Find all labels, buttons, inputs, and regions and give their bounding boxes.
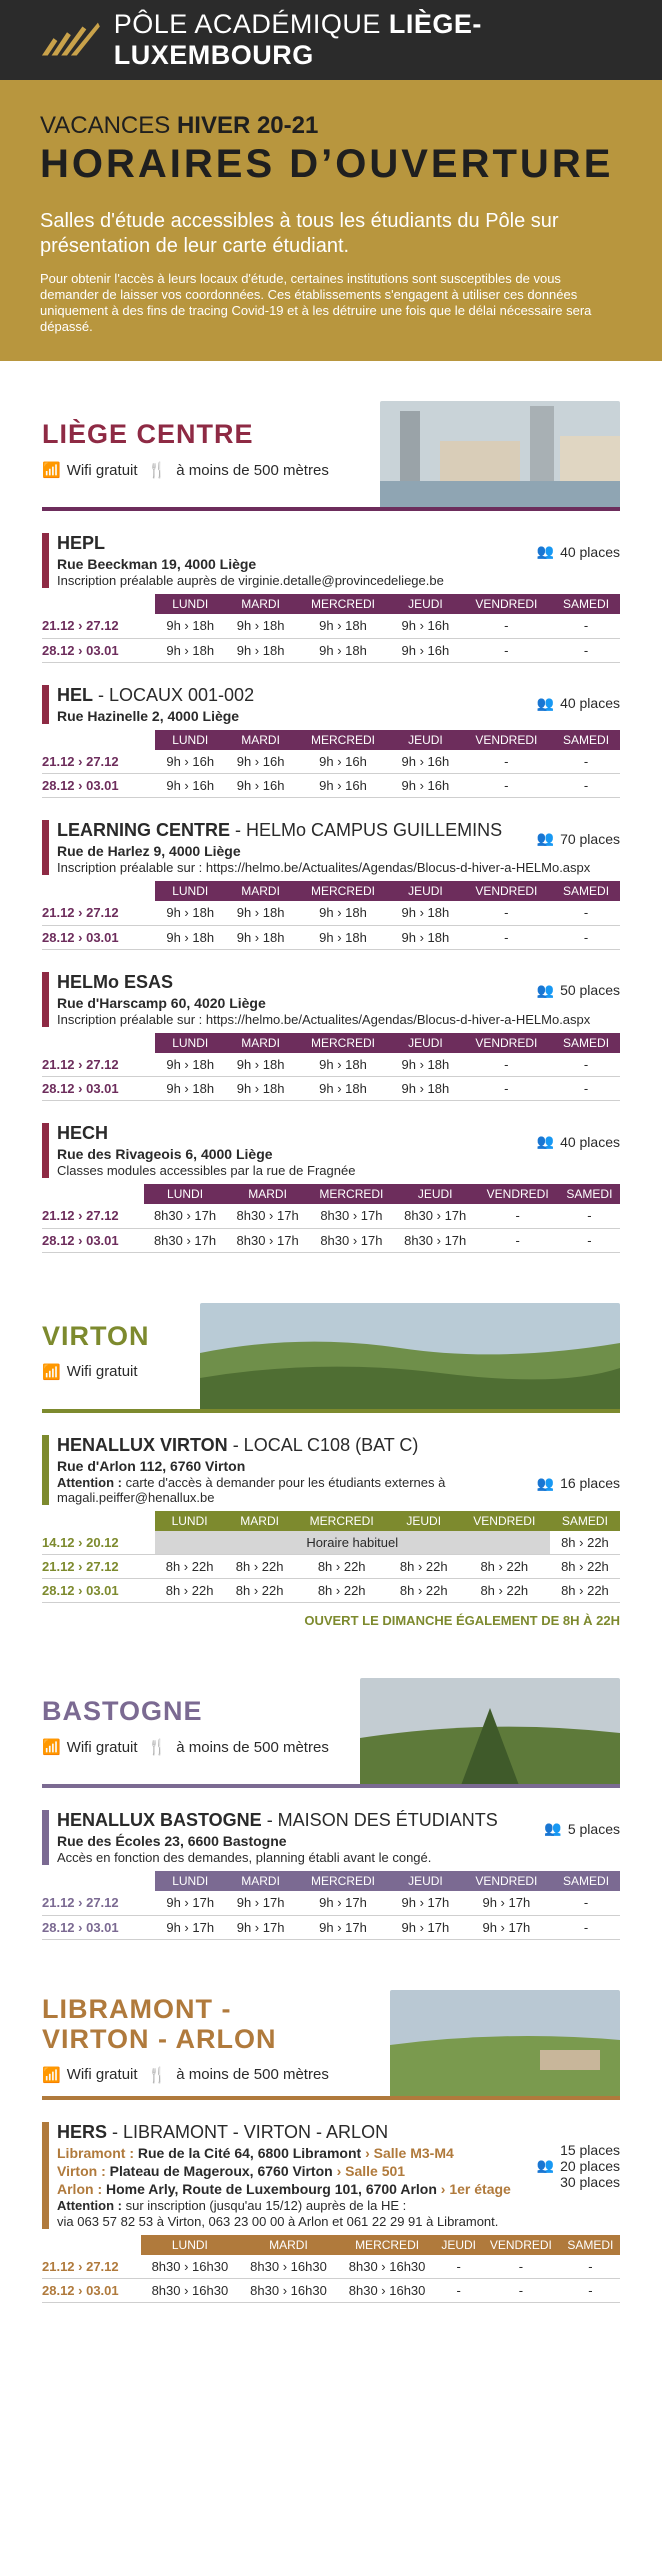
venue-name: HECH: [57, 1123, 109, 1143]
schedule-header-row: [42, 594, 620, 614]
day-header: VENDREDI: [481, 2235, 561, 2255]
region-bastogne-title: BASTOGNE: [42, 1696, 203, 1726]
hours-cell: 8h30 › 16h30: [338, 2279, 437, 2303]
hours-cell: 8h30 › 16h30: [141, 2255, 240, 2279]
day-header: MERCREDI: [296, 881, 390, 901]
venue-places: 👥 40 places: [536, 1133, 620, 1150]
liege-city-photo: [380, 401, 620, 511]
day-header: MARDI: [239, 2235, 338, 2255]
hours-cell: -: [552, 1053, 620, 1077]
people-icon: 👥: [536, 694, 555, 711]
day-header: MERCREDI: [296, 730, 390, 750]
venue-name: HERS - LIBRAMONT - VIRTON - ARLON: [57, 2121, 389, 2142]
hours-cell: 9h › 18h: [296, 925, 390, 949]
hours-cell: -: [481, 2255, 561, 2279]
restaurant-icon: 🍴: [147, 1739, 167, 1756]
venue-address: Rue d'Arlon 112, 6760 Virton: [57, 1457, 246, 1474]
day-header: VENDREDI: [476, 1184, 558, 1204]
hours-cell: 9h › 18h: [155, 925, 225, 949]
wifi-icon: 📶: [42, 462, 61, 479]
day-header: LUNDI: [155, 881, 225, 901]
region-bastogne-amenities: 📶 Wifi gratuit 🍴 à moins de 500 mètres: [42, 1738, 329, 1756]
region-liege-title: LIÈGE CENTRE: [42, 419, 254, 449]
hours-cell: -: [461, 1077, 552, 1101]
region-virton-rule: [42, 1409, 620, 1413]
restaurant-icon: 🍴: [147, 462, 167, 479]
day-header: LUNDI: [155, 730, 225, 750]
hours-cell: 9h › 17h: [296, 1891, 390, 1915]
day-header: JEUDI: [389, 1511, 459, 1531]
venue-address: Rue de Harlez 9, 4000 Liège: [57, 843, 241, 859]
region-virton: [42, 1303, 620, 1629]
hours-cell: -: [461, 774, 552, 798]
day-header: JEUDI: [394, 1184, 477, 1204]
hours-cell: -: [552, 638, 620, 662]
hours-cell: 9h › 16h: [390, 614, 460, 638]
venue-name: HENALLUX VIRTON - LOCAL C108 (BAT C): [57, 1434, 419, 1455]
hours-cell: 9h › 18h: [296, 638, 390, 662]
hours-cell: 9h › 16h: [296, 750, 390, 774]
bastogne-landscape-photo: [360, 1678, 620, 1788]
venue-address: Rue d'Harscamp 60, 4020 Liège: [57, 994, 266, 1011]
day-header: MARDI: [225, 1033, 295, 1053]
hours-cell: -: [559, 1228, 620, 1252]
day-header: JEUDI: [390, 730, 460, 750]
hours-cell: 8h › 22h: [295, 1555, 389, 1579]
hours-cell: 8h30 › 17h: [309, 1228, 394, 1252]
day-header: SAMEDI: [550, 1511, 620, 1531]
logo-icon: [40, 22, 102, 58]
region-libramont-header: [42, 1990, 620, 2100]
schedule-table: [42, 1184, 620, 1253]
hours-cell: -: [561, 2255, 620, 2279]
people-icon: 👥: [536, 2157, 555, 2173]
venue-name: HEL - LOCAUX 001-002: [57, 684, 255, 705]
hours-cell: 8h30 › 17h: [144, 1228, 227, 1252]
schedule-row: [42, 1891, 620, 1915]
schedule-header-row: [42, 1511, 620, 1531]
hours-cell: 9h › 16h: [296, 774, 390, 798]
people-icon: 👥: [536, 543, 555, 559]
venue-address-virton: Virton : Plateau de Mageroux, 6760 Virton › Salle 501: [57, 2162, 406, 2179]
people-icon: 👥: [544, 1820, 562, 1836]
venue-helmo-esas: [42, 972, 620, 1102]
hours-cell: 8h30 › 17h: [309, 1204, 394, 1228]
hours-cell: -: [476, 1204, 558, 1228]
day-header: MERCREDI: [296, 1871, 390, 1891]
region-libramont: [42, 1990, 620, 2304]
schedule-row: [42, 1228, 620, 1252]
date-range: 21.12 › 27.12: [42, 2255, 141, 2279]
day-header: SAMEDI: [552, 881, 620, 901]
schedule-table: [42, 2235, 620, 2304]
day-header: MARDI: [225, 1871, 295, 1891]
region-liege-header: [42, 401, 620, 511]
day-header: MERCREDI: [296, 1033, 390, 1053]
hours-cell: -: [481, 2279, 561, 2303]
day-header: VENDREDI: [461, 730, 552, 750]
hours-cell: 9h › 18h: [296, 1053, 390, 1077]
hours-cell: 9h › 17h: [155, 1891, 225, 1915]
hours-cell: 9h › 18h: [296, 901, 390, 925]
venue-address: Rue Hazinelle 2, 4000 Liège: [57, 707, 240, 724]
venue-places: 👥 70 places: [536, 830, 620, 847]
schedule-header-row: [42, 1184, 620, 1204]
hours-cell: 9h › 16h: [390, 750, 460, 774]
day-header: SAMEDI: [561, 2235, 620, 2255]
day-header: MARDI: [225, 730, 295, 750]
hours-cell: 8h › 22h: [459, 1555, 550, 1579]
hours-cell: -: [461, 925, 552, 949]
hours-cell: 9h › 18h: [155, 1053, 225, 1077]
day-header: LUNDI: [155, 1511, 225, 1531]
day-header: SAMEDI: [552, 1033, 620, 1053]
hours-cell: -: [552, 901, 620, 925]
hero-kicker: VACANCES HIVER 20-21: [40, 112, 319, 139]
day-header: VENDREDI: [461, 1033, 552, 1053]
venue-hech: [42, 1123, 620, 1253]
day-header: SAMEDI: [559, 1184, 620, 1204]
hours-cell: 8h30 › 17h: [144, 1204, 227, 1228]
region-virton-header: [42, 1303, 620, 1413]
date-range: 28.12 › 03.01: [42, 638, 155, 662]
day-header: LUNDI: [155, 594, 225, 614]
hours-cell: 8h › 22h: [550, 1555, 620, 1579]
hours-cell: 9h › 16h: [155, 750, 225, 774]
schedule-table: [42, 1871, 620, 1940]
schedule-header-row: [42, 1033, 620, 1053]
venue-hepl: [42, 533, 620, 663]
day-header: LUNDI: [141, 2235, 240, 2255]
hours-cell: 9h › 16h: [225, 774, 295, 798]
hours-cell: 9h › 17h: [155, 1915, 225, 1939]
date-range: 28.12 › 03.01: [42, 2279, 141, 2303]
region-libramont-rule: [42, 2096, 620, 2100]
region-virton-title: VIRTON: [42, 1321, 180, 1352]
schedule-header-row: [42, 730, 620, 750]
day-header: LUNDI: [155, 1871, 225, 1891]
brand-title: PÔLE ACADÉMIQUE LIÈGE-LUXEMBOURG: [113, 9, 482, 70]
hours-cell: 8h30 › 16h30: [239, 2255, 338, 2279]
hours-cell: 8h30 › 17h: [226, 1228, 309, 1252]
day-header: JEUDI: [390, 1033, 460, 1053]
venue-note: Inscription préalable sur : https://helmo.be/Actualites/Agendas/Blocus-d-hiver-a-HELMo.aspx: [57, 1011, 591, 1027]
date-range: 28.12 › 03.01: [42, 1579, 155, 1603]
hours-cell: 9h › 18h: [390, 925, 460, 949]
hours-cell: 8h30 › 17h: [394, 1228, 477, 1252]
venue-hel: [42, 685, 620, 799]
day-header: MARDI: [225, 881, 295, 901]
schedule-row: 14.12 › 20.12 Horaire habituel 8h › 22h: [42, 1531, 620, 1555]
day-header: SAMEDI: [552, 730, 620, 750]
hours-cell: 9h › 18h: [225, 901, 295, 925]
schedule-row: [42, 614, 620, 638]
venue-address: Rue des Écoles 23, 6600 Bastogne: [57, 1833, 287, 1849]
venue-name: HEPL: [57, 533, 106, 553]
schedule-row: [42, 901, 620, 925]
hours-cell: 8h › 22h: [295, 1579, 389, 1603]
venue-henallux-bastogne: [42, 1810, 620, 1940]
hours-cell: 9h › 16h: [390, 774, 460, 798]
hours-cell: -: [461, 750, 552, 774]
region-libramont-amenities: 📶 Wifi gratuit 🍴 à moins de 500 mètres: [42, 2066, 329, 2084]
schedule-table: [42, 1511, 620, 1604]
hours-cell: 9h › 17h: [225, 1915, 295, 1939]
schedule-header-row: [42, 2235, 620, 2255]
venue-places: 👥 40 places: [536, 694, 620, 711]
venue-places: 👥 5 places: [544, 1820, 620, 1837]
day-header: VENDREDI: [461, 594, 552, 614]
hours-cell: -: [461, 614, 552, 638]
schedule-row: [42, 925, 620, 949]
venue-places: 👥 16 places: [536, 1474, 620, 1491]
day-header: MERCREDI: [338, 2235, 437, 2255]
day-header: SAMEDI: [552, 1871, 620, 1891]
day-header: VENDREDI: [461, 881, 552, 901]
hours-cell: 9h › 16h: [225, 750, 295, 774]
hours-cell: 8h › 22h: [225, 1555, 295, 1579]
day-header: MERCREDI: [295, 1511, 389, 1531]
venue-note: Attention : sur inscription (jusqu'au 15/12) auprès de la HE :: [57, 2197, 407, 2213]
schedule-row: [42, 750, 620, 774]
date-range: 21.12 › 27.12: [42, 901, 155, 925]
region-liege: [42, 401, 620, 1253]
hours-cell: 9h › 18h: [296, 614, 390, 638]
hours-cell: -: [436, 2279, 481, 2303]
hours-cell: 9h › 17h: [461, 1891, 552, 1915]
day-header: JEUDI: [390, 594, 460, 614]
venue-name: HELMo ESAS: [57, 971, 174, 992]
virton-landscape-photo: [200, 1303, 620, 1413]
day-header: MARDI: [226, 1184, 309, 1204]
hours-cell: 9h › 18h: [390, 1077, 460, 1101]
hours-cell: 9h › 18h: [390, 1053, 460, 1077]
people-icon: 👥: [536, 1474, 555, 1491]
day-header: JEUDI: [390, 881, 460, 901]
venue-learning-centre: [42, 820, 620, 950]
day-header: JEUDI: [390, 1871, 460, 1891]
venue-note: Inscription préalable auprès de virginie.detalle@provincedeliege.be: [57, 573, 444, 588]
venue-note: Inscription préalable sur : https://helmo.be/Actualites/Agendas/Blocus-d-hiver-a-HELMo.aspx: [57, 860, 591, 875]
venue-hers: [42, 2122, 620, 2304]
hours-cell: -: [552, 925, 620, 949]
day-header: MERCREDI: [309, 1184, 394, 1204]
schedule-row: [42, 1915, 620, 1939]
hours-cell: 9h › 18h: [390, 901, 460, 925]
venue-address: Rue des Rivageois 6, 4000 Liège: [57, 1146, 273, 1162]
hours-cell: 8h30 › 16h30: [141, 2279, 240, 2303]
schedule-row: [42, 1579, 620, 1603]
schedule-row: [42, 1204, 620, 1228]
venue-name: HENALLUX BASTOGNE - MAISON DES ÉTUDIANTS: [57, 1810, 498, 1830]
hours-cell: -: [561, 2279, 620, 2303]
hours-cell: 9h › 18h: [155, 638, 225, 662]
hours-cell: -: [552, 750, 620, 774]
hours-cell: 9h › 17h: [225, 1891, 295, 1915]
schedule-row: [42, 774, 620, 798]
hours-cell: -: [461, 901, 552, 925]
hours-cell: 9h › 17h: [390, 1915, 460, 1939]
hours-cell: 8h › 22h: [225, 1579, 295, 1603]
hours-cell: 8h › 22h: [550, 1579, 620, 1603]
hours-cell: 9h › 18h: [155, 1077, 225, 1101]
schedule-row: [42, 2279, 620, 2303]
hours-cell: 9h › 17h: [461, 1915, 552, 1939]
schedule-row: [42, 1077, 620, 1101]
schedule-table: [42, 594, 620, 663]
venue-note: Attention : carte d'accès à demander pour les étudiants externes à magali.peiffer@henallux.be: [57, 1474, 446, 1505]
region-bastogne: [42, 1678, 620, 1940]
venue-address-libramont: Libramont : Rue de la Cité 64, 6800 Libramont › Salle M3-M4: [57, 2144, 454, 2161]
day-header: MARDI: [225, 594, 295, 614]
hours-cell: -: [552, 1891, 620, 1915]
day-header: VENDREDI: [461, 1871, 552, 1891]
date-range: 21.12 › 27.12: [42, 1053, 155, 1077]
date-range: 21.12 › 27.12: [42, 1555, 155, 1579]
hero-intro: Salles d'étude accessibles à tous les étudiants du Pôle sur présentation de leur carte étudiant.: [40, 210, 559, 257]
people-icon: 👥: [536, 981, 555, 998]
hours-cell: -: [552, 614, 620, 638]
venue-address: Rue Beeckman 19, 4000 Liège: [57, 556, 257, 572]
hours-cell: 8h › 22h: [155, 1579, 225, 1603]
hours-cell: 9h › 18h: [155, 901, 225, 925]
hours-cell: 9h › 18h: [225, 925, 295, 949]
hours-cell: -: [559, 1204, 620, 1228]
region-bastogne-rule: [42, 1784, 620, 1788]
schedule-header-row: [42, 1871, 620, 1891]
hours-cell: 8h › 22h: [389, 1579, 459, 1603]
schedule-table: [42, 881, 620, 950]
schedule-header-row: [42, 881, 620, 901]
date-range: 28.12 › 03.01: [42, 1228, 144, 1252]
schedule-row: [42, 2255, 620, 2279]
region-liege-rule: [42, 507, 620, 511]
hours-cell: 9h › 18h: [225, 638, 295, 662]
hours-cell: 8h › 22h: [459, 1579, 550, 1603]
people-icon: 👥: [536, 1133, 555, 1149]
schedule-table: [42, 1033, 620, 1102]
hours-cell: 9h › 17h: [296, 1915, 390, 1939]
wifi-icon: 📶: [42, 2066, 61, 2084]
date-range: 21.12 › 27.12: [42, 750, 155, 774]
hours-cell: 9h › 16h: [390, 638, 460, 662]
hours-cell: -: [552, 1077, 620, 1101]
hours-cell: -: [461, 638, 552, 662]
venue-places: 👥 50 places: [536, 981, 620, 998]
venue-note: Accès en fonction des demandes, planning établi avant le congé.: [57, 1850, 432, 1865]
hours-cell: 9h › 18h: [296, 1077, 390, 1101]
day-header: VENDREDI: [459, 1511, 550, 1531]
sunday-note: OUVERT LE DIMANCHE ÉGALEMENT DE 8H À 22H: [304, 1613, 620, 1628]
top-bar: [0, 0, 662, 80]
schedule-row: [42, 1555, 620, 1579]
date-range: 21.12 › 27.12: [42, 1891, 155, 1915]
wifi-icon: 📶: [42, 1739, 61, 1756]
schedule-row: [42, 638, 620, 662]
hours-cell: -: [476, 1228, 558, 1252]
hours-cell: 8h › 22h: [389, 1555, 459, 1579]
region-virton-amenities: 📶 Wifi gratuit: [42, 1363, 168, 1381]
hero-privacy-note: Pour obtenir l'accès à leurs locaux d'étude, certaines institutions sont susceptibles de vous demander de laisser vos coordonnées. Ces établissements s'engagent à utiliser ces données uniquement à des fins de tracing Covid-19 et à les détruire une fois que le délai nécessaire sera dépassé.: [40, 271, 592, 334]
restaurant-icon: 🍴: [147, 2066, 167, 2084]
people-icon: 👥: [536, 830, 555, 846]
region-libramont-title: LIBRAMONT - VIRTON - ARLON: [42, 1993, 277, 2054]
hours-cell: -: [461, 1053, 552, 1077]
date-range: 28.12 › 03.01: [42, 925, 155, 949]
hours-cell: 8h30 › 17h: [394, 1204, 477, 1228]
hours-cell: -: [436, 2255, 481, 2279]
date-range: 28.12 › 03.01: [42, 774, 155, 798]
page-title: HORAIRES D’OUVERTURE: [40, 142, 614, 186]
day-header: MERCREDI: [296, 594, 390, 614]
venue-note: Classes modules accessibles par la rue de Fragnée: [57, 1163, 356, 1178]
day-header: JEUDI: [436, 2235, 481, 2255]
libramont-landscape-photo: [390, 1990, 620, 2100]
hours-cell: 8h30 › 17h: [226, 1204, 309, 1228]
day-header: MARDI: [225, 1511, 295, 1531]
venue-places: 👥 40 places: [536, 543, 620, 560]
day-header: SAMEDI: [552, 594, 620, 614]
date-range: 28.12 › 03.01: [42, 1077, 155, 1101]
hours-cell: 9h › 17h: [390, 1891, 460, 1915]
hours-cell: 9h › 18h: [155, 614, 225, 638]
schedule-row: [42, 1053, 620, 1077]
hours-cell: 9h › 18h: [225, 1077, 295, 1101]
venue-address-arlon: Arlon : Home Arly, Route de Luxembourg 101, 6700 Arlon › 1er étage: [57, 2180, 511, 2197]
date-range: 28.12 › 03.01: [42, 1915, 155, 1939]
hours-cell: 8h30 › 16h30: [239, 2279, 338, 2303]
date-range: 21.12 › 27.12: [42, 1204, 144, 1228]
day-header: LUNDI: [144, 1184, 227, 1204]
day-header: LUNDI: [155, 1033, 225, 1053]
hours-cell: 8h › 22h: [155, 1555, 225, 1579]
venue-henallux-virton: [42, 1435, 620, 1629]
region-liege-amenities: 📶 Wifi gratuit 🍴 à moins de 500 mètres: [42, 461, 329, 479]
hours-cell: 8h30 › 16h30: [338, 2255, 437, 2279]
schedule-table: [42, 730, 620, 799]
hours-cell: -: [552, 1915, 620, 1939]
venue-note-phones: via 063 57 82 53 à Virton, 063 23 00 00 à Arlon et 061 22 29 91 à Libramont.: [57, 2213, 499, 2229]
date-range: 21.12 › 27.12: [42, 614, 155, 638]
hours-cell: 9h › 18h: [225, 1053, 295, 1077]
venue-places: 👥 15 places 20 places 30 places: [536, 2141, 620, 2190]
venue-name: LEARNING CENTRE - HELMo CAMPUS GUILLEMINS: [57, 820, 503, 840]
hero-section: [0, 80, 662, 361]
hours-cell: 9h › 18h: [225, 614, 295, 638]
region-bastogne-header: [42, 1678, 620, 1788]
wifi-icon: 📶: [42, 1363, 61, 1381]
hours-cell: 9h › 16h: [155, 774, 225, 798]
hours-cell: -: [552, 774, 620, 798]
